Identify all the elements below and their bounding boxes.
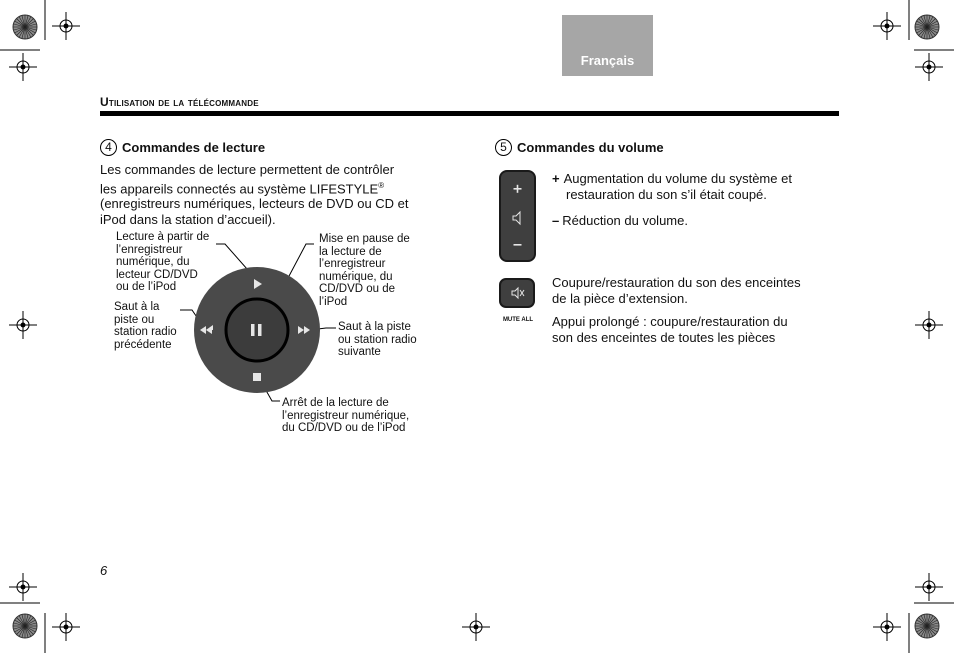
mute-hold-line: Appui prolongé : coupure/restauration du [552,314,788,329]
volume-title: Commandes du volume [517,140,664,155]
callout-line: Mise en pause de [319,233,410,245]
plus-symbol: + [552,171,560,186]
callout-line: précédente [114,338,172,351]
callout-line: lecteur CD/DVD [116,268,198,281]
volume-up-text: Augmentation du volume du système et [563,171,792,186]
callout-line: station radio [114,326,177,338]
mute-line: Coupure/restauration du son des enceintes [552,275,801,290]
callout-line: Saut à la [114,301,160,313]
page-number: 6 [100,563,108,578]
volume-rocker [499,170,537,262]
volume-up-line [552,171,792,187]
intro-line: iPod dans la station d’accueil). [100,211,276,227]
callout-line: Saut à la piste [338,321,411,333]
volume-rocker-body [500,171,535,261]
plus-icon-vertical [517,185,519,193]
volume-down-description [552,213,688,229]
callout-line: CD/DVD ou de [319,283,396,295]
intro-line: Les commandes de lecture permettent de contrôler [100,162,395,177]
callout-line: Arrêt de la lecture de [282,397,389,409]
callout-line: Lecture à partir de [116,231,210,243]
mute-all-button-body [499,278,537,311]
pause-icon [251,324,255,336]
volume-down-button[interactable] [514,244,522,246]
section-title-text: Utilisation de la télécommande [100,95,259,109]
minus-icon [514,244,522,246]
intro-line-text: les appareils connectés au système LIFESTYLE [100,180,379,196]
callout-line: suivante [338,346,381,358]
mute-all-button[interactable] [499,278,537,323]
mute-hold-line: son des enceintes de toutes les pièces [552,329,776,345]
mute-description [552,275,801,306]
volume-up-line: restauration du son s’il était coupé. [566,186,767,202]
callout-line: la lecture de [319,245,382,258]
callout-line: numérique, du [319,270,393,283]
volume-heading [495,139,664,157]
callout-line: piste ou [114,313,155,326]
callout-line: l’enregistreur [319,258,386,270]
callout-line: l’enregistreur [116,243,183,256]
pause-icon-bar [258,324,262,336]
callout-line: l’enregistreur numérique, [282,409,410,422]
callout-line: ou station radio [338,333,417,346]
section-number-badge: 4 [100,139,117,156]
pause-ring [226,299,288,361]
playback-title: Commandes de lecture [122,140,266,155]
intro-line: (enregistreurs numériques, lecteurs de DVD ou CD et [100,196,409,212]
mute-all-label: MUTE ALL [502,317,534,323]
stop-button[interactable] [253,373,261,381]
callout-line: ou de l’iPod [116,281,177,293]
mute-line: de la pièce d’extension. [552,290,688,306]
language-tab-label: Français [580,53,635,68]
callout-line: du CD/DVD ou de l’iPod [282,422,406,434]
minus-symbol: – [552,213,560,228]
callout-line: numérique, du [116,256,190,268]
registered-mark: ® [378,180,385,190]
section-number-badge: 5 [495,139,512,156]
mute-hold-description [552,314,788,345]
volume-up-description [552,171,792,202]
callout-line: l’iPod [319,295,348,308]
stop-icon [253,373,261,381]
volume-down-text: Réduction du volume. [562,213,688,228]
